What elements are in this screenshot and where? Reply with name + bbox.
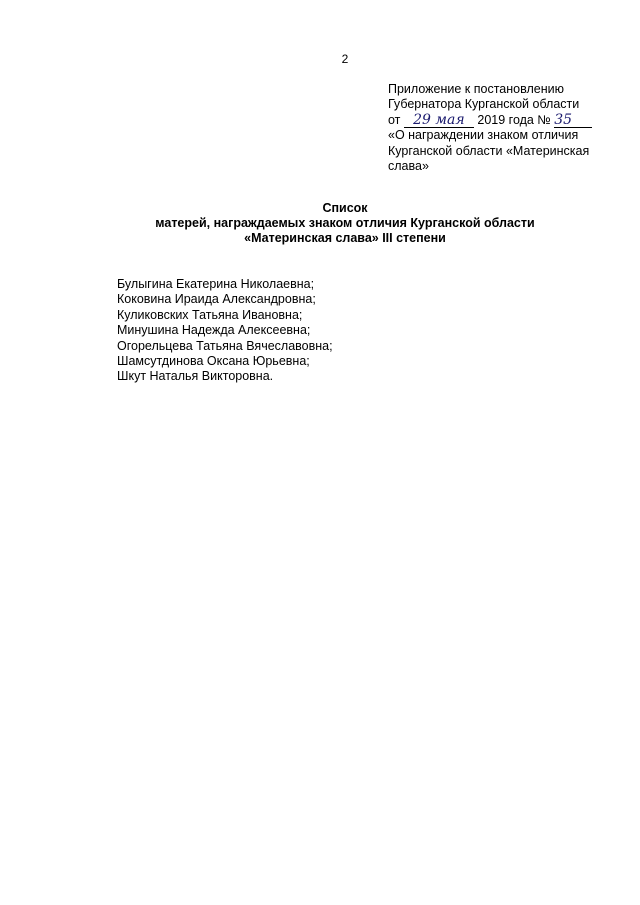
appendix-date-line xyxy=(388,113,628,128)
list-item: Шкут Наталья Викторовна. xyxy=(117,369,274,384)
handwritten-number: 35 xyxy=(554,114,592,128)
page-number: 2 xyxy=(341,52,349,66)
list-item: Булыгина Екатерина Николаевна; xyxy=(117,277,315,291)
from-label: от xyxy=(388,112,401,127)
appendix-line-4: «О награждении знаком отличия xyxy=(388,128,579,143)
list-item: Огорельцева Татьяна Вячеславовна; xyxy=(117,338,333,353)
list-item: Минушина Надежда Алексеевна; xyxy=(117,323,311,338)
list-item: Шамсутдинова Оксана Юрьевна; xyxy=(117,354,310,369)
handwritten-date: 29 мая xyxy=(404,114,474,128)
appendix-line-2: Губернатора Курганской области xyxy=(388,97,580,112)
appendix-line-1: Приложение к постановлению xyxy=(388,82,564,96)
document-title xyxy=(0,201,640,247)
appendix-line-5: Курганской области «Материнская xyxy=(388,143,590,158)
appendix-line-6: слава» xyxy=(388,159,429,174)
title-line-3: «Материнская слава» III степени xyxy=(244,231,446,246)
appendix-header xyxy=(388,82,628,174)
title-line-1: Список xyxy=(322,201,368,215)
title-line-2: матерей, награждаемых знаком отличия Курганской области xyxy=(155,216,535,231)
list-item: Коковина Ираида Александровна; xyxy=(117,292,316,307)
list-item: Куликовских Татьяна Ивановна; xyxy=(117,307,303,322)
year-text: 2019 года № xyxy=(477,112,551,127)
names-list xyxy=(117,277,333,385)
